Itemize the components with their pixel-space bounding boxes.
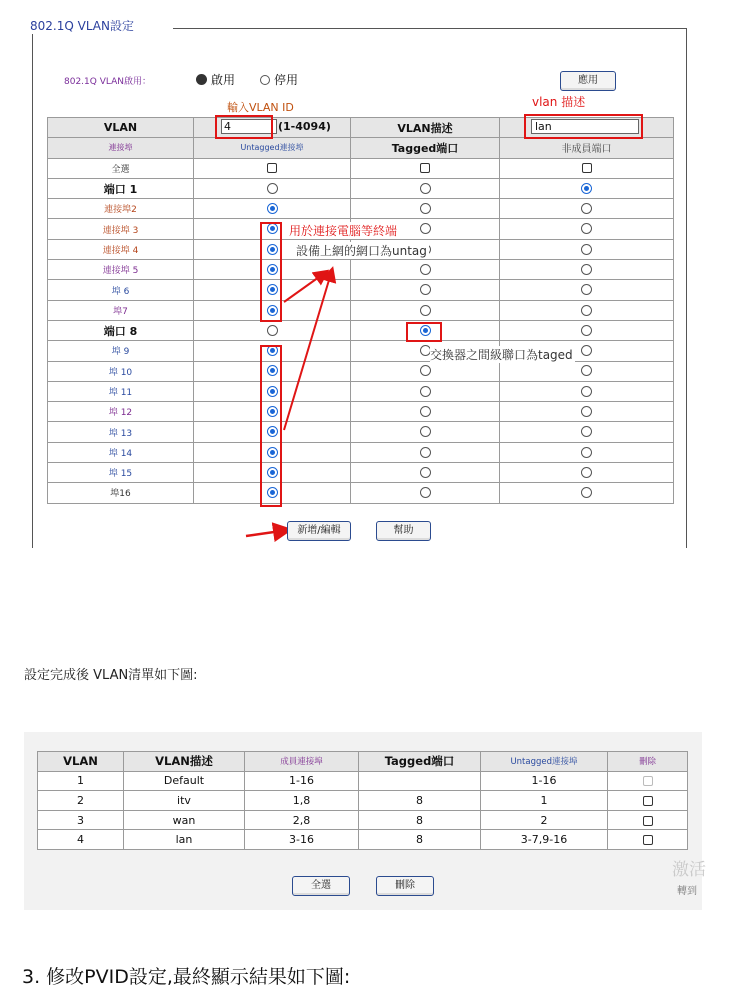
arrow-upper — [284, 272, 326, 302]
port-label: 端口 8 — [48, 320, 194, 340]
desc-annotation: vlan 描述 — [532, 95, 586, 109]
list-col-desc: VLAN描述 — [124, 752, 245, 772]
delete-checkbox[interactable] — [643, 796, 653, 806]
cell-delete[interactable] — [608, 810, 688, 830]
vlan-id-input[interactable]: 4 — [221, 119, 277, 134]
activation-watermark: 激活 — [672, 860, 706, 880]
col-vlan-header: VLAN — [48, 118, 194, 138]
vlan-list-row — [38, 810, 688, 830]
cell-members: 3-16 — [245, 830, 359, 850]
col-untagged-header: Untagged連接埠 — [194, 138, 351, 158]
cell-tagged — [359, 771, 481, 791]
cell-vlan: 1 — [38, 771, 124, 791]
vlan-desc-input[interactable]: lan — [531, 119, 639, 134]
cell-delete[interactable] — [608, 830, 688, 850]
cell-untagged: 2 — [481, 810, 608, 830]
delete-checkbox[interactable] — [643, 816, 653, 826]
list-col-vlan: VLAN — [38, 752, 124, 772]
port-label: 連接埠 5 — [48, 260, 194, 280]
list-delete-button[interactable]: 刪除 — [376, 876, 434, 896]
cell-members: 2,8 — [245, 810, 359, 830]
port-label: 連接埠2 — [48, 199, 194, 219]
select-all-label: 全選 — [48, 158, 194, 178]
delete-checkbox — [643, 776, 653, 786]
port-label: 端口 1 — [48, 178, 194, 198]
port-label: 埠 12 — [48, 402, 194, 422]
panel-legend: 802.1Q VLAN設定 — [28, 18, 140, 34]
enable-on-label: 啟用 — [211, 73, 236, 87]
cell-delete[interactable] — [608, 791, 688, 811]
add-edit-button[interactable]: 新增/編輯 — [287, 521, 351, 541]
arrow-lower — [284, 270, 332, 430]
activation-watermark-sub: 轉到 — [677, 886, 697, 897]
cell-desc: lan — [124, 830, 245, 850]
port-label: 埠 9 — [48, 341, 194, 361]
cell-tagged: 8 — [359, 791, 481, 811]
cell-tagged: 8 — [359, 830, 481, 850]
vid-annotation: 輸入VLAN ID — [227, 101, 294, 114]
list-select-all-button[interactable]: 全選 — [292, 876, 350, 896]
cell-vlan: 4 — [38, 830, 124, 850]
vlan-list-row — [38, 771, 688, 791]
port-label: 連接埠 4 — [48, 239, 194, 259]
cell-members: 1,8 — [245, 791, 359, 811]
port-label: 埠 14 — [48, 442, 194, 462]
col-port-header: 連接埠 — [48, 138, 194, 158]
delete-checkbox[interactable] — [643, 835, 653, 845]
port-label: 埠 10 — [48, 361, 194, 381]
cell-untagged: 3-7,9-16 — [481, 830, 608, 850]
after-setup-text: 設定完成後 VLAN清單如下圖: — [24, 668, 198, 683]
col-tagged-header: Tagged端口 — [351, 138, 500, 158]
cell-desc: itv — [124, 791, 245, 811]
cell-members: 1-16 — [245, 771, 359, 791]
cell-vlan: 2 — [38, 791, 124, 811]
port-label: 埠 15 — [48, 463, 194, 483]
enable-off-label: 停用 — [274, 73, 299, 87]
apply-button[interactable]: 應用 — [560, 71, 616, 91]
port-label: 連接埠 3 — [48, 219, 194, 239]
col-desc-header: VLAN描述 — [351, 118, 500, 138]
vlan-id-range: (1-4094) — [278, 120, 331, 133]
cell-tagged: 8 — [359, 810, 481, 830]
vlan-list-table — [37, 751, 688, 850]
cell-delete[interactable] — [608, 771, 688, 791]
tagged-note: 交換器之間級聯口為taged — [430, 348, 573, 362]
untag-uplink-note: 設備上網的網口為untag — [296, 244, 427, 258]
cell-desc: wan — [124, 810, 245, 830]
cell-untagged: 1 — [481, 791, 608, 811]
step-3-heading: 3. 修改PVID設定,最終顯示結果如下圖: — [22, 966, 351, 988]
port-label: 埠 11 — [48, 381, 194, 401]
list-col-tagged: Tagged端口 — [359, 752, 481, 772]
vlan-enable-label: 802.1Q VLAN啟用： — [64, 77, 151, 87]
cell-desc: Default — [124, 771, 245, 791]
list-col-untagged: Untagged連接埠 — [481, 752, 608, 772]
vlan-list-row — [38, 830, 688, 850]
list-col-members: 成員連接埠 — [245, 752, 359, 772]
list-col-delete: 刪除 — [608, 752, 688, 772]
cell-vlan: 3 — [38, 810, 124, 830]
cell-untagged: 1-16 — [481, 771, 608, 791]
col-nonmember-header: 非成員端口 — [500, 138, 674, 158]
port-label: 埠 6 — [48, 280, 194, 300]
vlan-list-row — [38, 791, 688, 811]
help-button[interactable]: 幫助 — [376, 521, 431, 541]
arrow-add — [246, 530, 288, 536]
port-label: 埠 13 — [48, 422, 194, 442]
untag-pc-note: 用於連接電腦等終端 — [289, 224, 398, 238]
port-label: 埠7 — [48, 300, 194, 320]
port-label: 埠16 — [48, 483, 194, 503]
